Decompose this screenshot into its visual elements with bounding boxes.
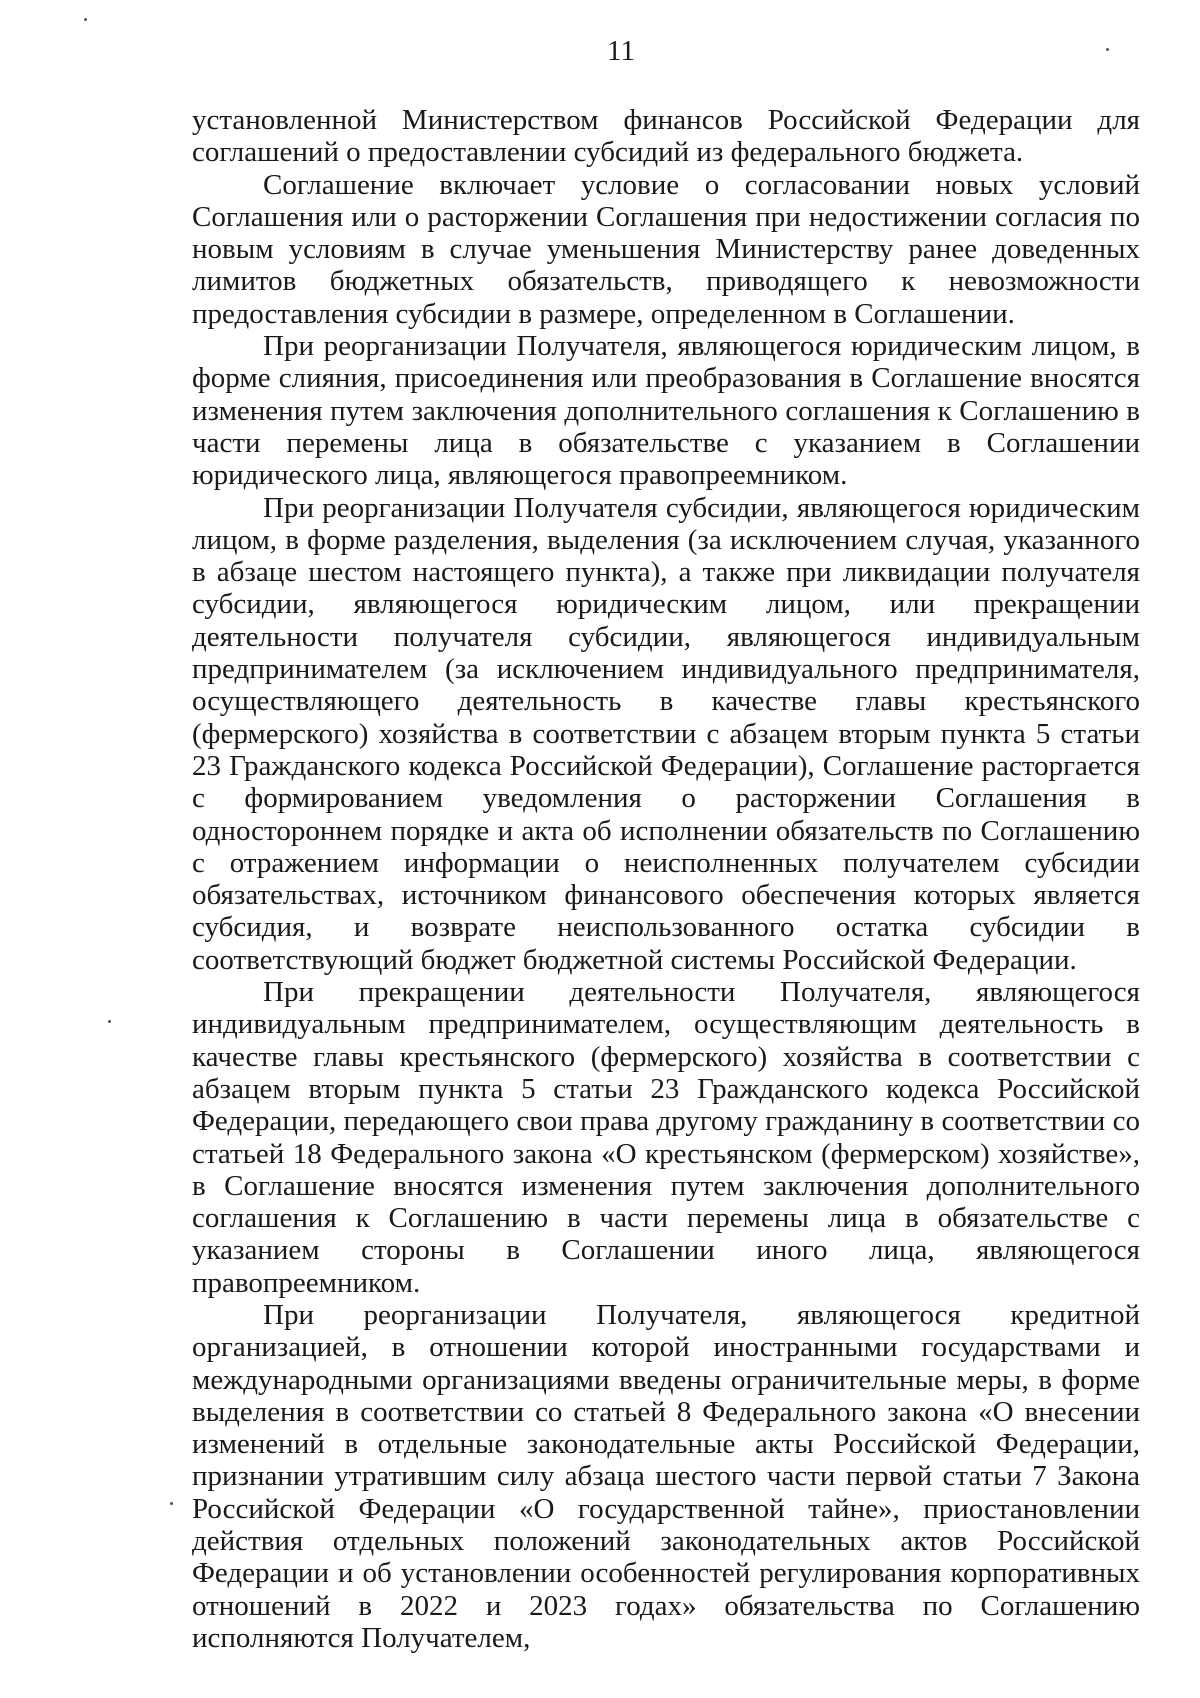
scan-speck (170, 1502, 173, 1505)
paragraph-4: При реорганизации Получателя субсидии, являющегося юридическим лицом, в форме разделения, выделения (за исключением случая, указанного в абзаце шестом настоящего пункта), а также при ликвидации получателя субсидии, являющегося юридическим лицом, или прекращении деятельности получателя субсидии, являющегося индивидуальным предпринимателем (за исключением индивидуального предпринимателя, осуществляющего деятельность в качестве главы крестьянского (фермерского) хозяйства в соответствии с абзацем вторым пункта 5 статьи 23 Гражданского кодекса Российской Федерации), Соглашение расторгается с формированием уведомления о расторжении Соглашения в одностороннем порядке и акта об исполнении обязательств по Соглашению с отражением информации о неисполненных получателем субсидии обязательствах, источником финансового обеспечения которых является субсидия, и возврате неиспользованного остатка субсидии в соответствующий бюджет бюджетной системы Российской Федерации. (192, 491, 1140, 976)
paragraph-1: установленной Министерством финансов Российской Федерации для соглашений о предоставлении субсидий из федерального бюджета. (192, 104, 1140, 169)
paragraph-3: При реорганизации Получателя, являющегося юридическим лицом, в форме слияния, присоединения или преобразования в Соглашение вносятся изменения путем заключения дополнительного соглашения к Соглашению в части перемены лица в обязательстве с указанием в Соглашении юридического лица, являющегося правопреемником. (192, 330, 1140, 492)
paragraph-6: При реорганизации Получателя, являющегося кредитной организацией, в отношении которой иностранными государствами и международными организациями введены ограничительные меры, в форме выделения в соответствии со статьей 8 Федерального закона «О внесении изменений в отдельные законодательные акты Российской Федерации, признании утратившим силу абзаца шестого части первой статьи 7 Закона Российской Федерации «О государственной тайне», приостановлении действия отдельных положений законодательных актов Российской Федерации и об установлении особенностей регулирования корпоративных отношений в 2022 и 2023 годах» обязательства по Соглашению исполняются Получателем, (192, 1298, 1140, 1654)
scan-speck (1106, 48, 1109, 51)
paragraph-5: При прекращении деятельности Получателя, являющегося индивидуальным предпринимателем, осуществляющим деятельность в качестве главы крестьянского (фермерского) хозяйства в соответствии с абзацем вторым пункта 5 статьи 23 Гражданского кодекса Российской Федерации, передающего свои права другому гражданину в соответствии со статьей 18 Федерального закона «О крестьянском (фермерском) хозяйстве», в Соглашение вносятся изменения путем заключения дополнительного соглашения к Соглашению в части перемены лица в обязательстве с указанием стороны в Соглашении иного лица, являющегося правопреемником. (192, 976, 1140, 1299)
document-body (192, 104, 1140, 1654)
scan-speck (108, 1020, 111, 1023)
page-number: 11 (607, 35, 635, 67)
scan-speck (84, 18, 87, 21)
paragraph-2: Соглашение включает условие о согласовании новых условий Соглашения или о расторжении Соглашения при недостижении согласия по новым условиям в случае уменьшения Министерству ранее доведенных лимитов бюджетных обязательств, приводящего к невозможности предоставления субсидии в размере, определенном в Соглашении. (192, 168, 1140, 330)
